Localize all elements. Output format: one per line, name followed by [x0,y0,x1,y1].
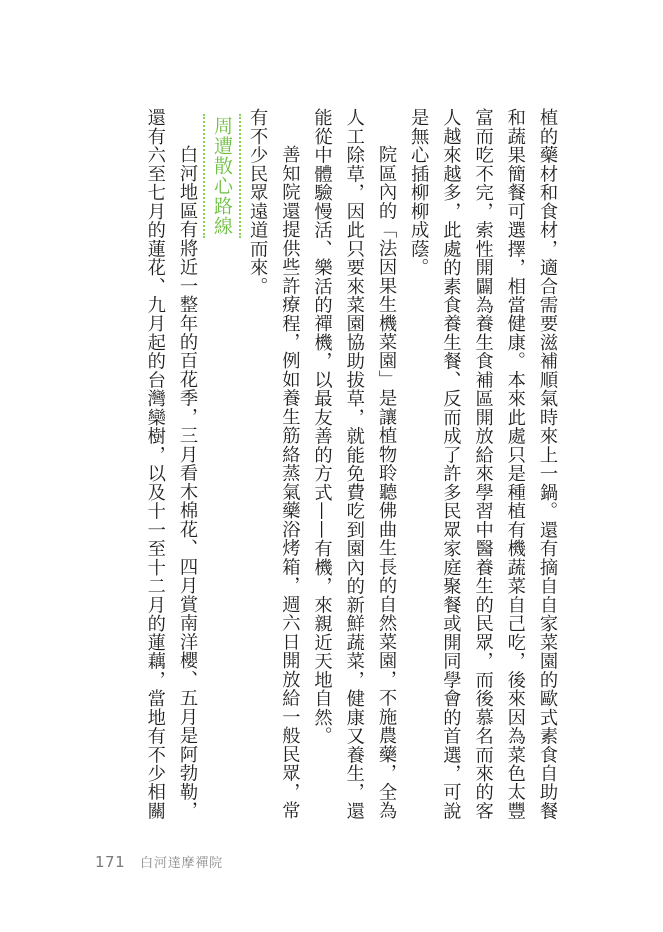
page-footer [95,852,223,871]
body-line-1-3: 富而吃不完，索性開闢為養生食補區開放給來學習中醫養生的民眾，而後慕名而來的客 [472,108,494,821]
body-line-1-5: 是無心插柳柳成蔭。 [408,108,430,277]
page-number: 171 [95,853,126,871]
body-line-1-2: 和蔬果簡餐可選擇，相當健康。本來此處只是種植有機蔬菜自己吃，後來因為菜色太豐 [504,108,526,821]
vertical-text-column [139,108,563,821]
body-line-2-1: 院區內的「法因果生機菜園」是讓植物聆聽佛曲生長的自然菜園，不施農藥，全為 [375,145,397,820]
body-line-3-1: 善知院還提供些許療程，例如養生筋絡蒸氣藥浴烤箱，週六日開放給一般民眾，常 [279,145,301,820]
body-line-4-2: 還有六至七月的蓮花、九月起的台灣欒樹，以及十一至十二月的蓮藕，當地有不少相關 [144,108,166,821]
body-line-2-2: 人工除草，因此只要來菜園協助拔草，就能免費吃到園內的新鮮蔬菜，健康又養生，還 [343,108,365,821]
body-line-2-3: 能從中體驗慢活、樂活的禪機，以最友善的方式——有機，來親近天地自然。 [311,108,333,746]
body-line-3-2: 有不少民眾遠道而來。 [247,108,269,296]
body-line-1-4: 人越來越多，此處的素食養生餐、反而成了許多民眾家庭聚餐或開同學會的首選，可說 [440,108,462,821]
section-heading [203,108,241,813]
section-heading-text: 周遭散心路線 [203,114,241,238]
body-line-1-1: 植的藥材和食材，適合需要滋補順氣時來上一鍋。還有摘自自家菜園的歐式素食自助餐 [537,108,558,821]
running-title: 白河達摩禪院 [140,856,223,871]
body-line-4-1: 白河地區有將近一整年的百花季，三月看木棉花、四月賞南洋櫻、五月是阿勃勒， [176,145,198,820]
